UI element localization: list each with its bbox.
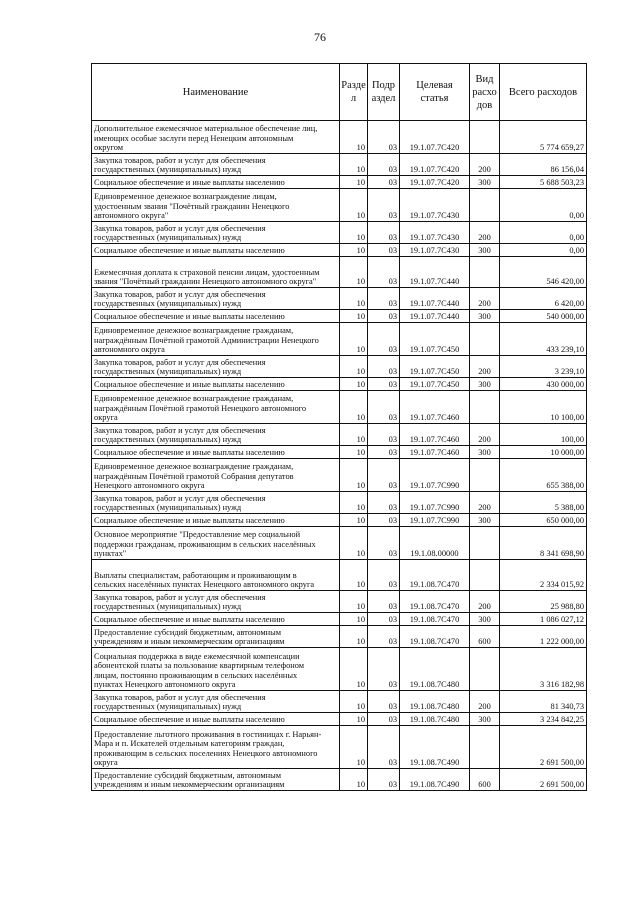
- cell-total: 5 688 503,23: [500, 176, 587, 189]
- cell-expense-type: 300: [470, 244, 500, 257]
- header-expense-type: Вид расхо дов: [470, 64, 500, 121]
- cell-section: 10: [340, 356, 368, 378]
- cell-name: Закупка товаров, работ и услуг для обеспечения государственных (муниципальных) нужд: [92, 691, 340, 713]
- cell-expense-type: 300: [470, 176, 500, 189]
- cell-name: Ежемесячная доплата к страховой пенсии лицам, удостоенным звания "Почётный гражданин Ненецкого автономного округа": [92, 257, 340, 288]
- cell-name: Закупка товаров, работ и услуг для обеспечения государственных (муниципальных) нужд: [92, 591, 340, 613]
- cell-section: 10: [340, 713, 368, 726]
- cell-target: 19.1.07.7С420: [400, 176, 470, 189]
- cell-subsection: 03: [368, 176, 400, 189]
- cell-name: Социальное обеспечение и иные выплаты населению: [92, 713, 340, 726]
- cell-expense-type: [470, 391, 500, 424]
- cell-subsection: 03: [368, 424, 400, 446]
- cell-total: 25 988,80: [500, 591, 587, 613]
- cell-total: 5 774 659,27: [500, 121, 587, 154]
- cell-name: Выплаты специалистам, работающим и проживающим в сельских населённых пунктах Ненецкого автономного округа: [92, 560, 340, 591]
- cell-expense-type: 200: [470, 356, 500, 378]
- cell-name: Социальное обеспечение и иные выплаты населению: [92, 514, 340, 527]
- cell-total: 540 000,00: [500, 310, 587, 323]
- header-subsection: Подр аздел: [368, 64, 400, 121]
- cell-section: 10: [340, 626, 368, 648]
- cell-subsection: 03: [368, 527, 400, 560]
- cell-target: 19.1.08.7С470: [400, 560, 470, 591]
- cell-target: 19.1.08.7С490: [400, 769, 470, 791]
- cell-section: 10: [340, 189, 368, 222]
- header-section: Разде л: [340, 64, 368, 121]
- cell-subsection: 03: [368, 356, 400, 378]
- cell-section: 10: [340, 648, 368, 691]
- cell-subsection: 03: [368, 713, 400, 726]
- cell-subsection: 03: [368, 769, 400, 791]
- table-row: [92, 424, 587, 446]
- cell-total: 10 100,00: [500, 391, 587, 424]
- cell-target: 19.1.07.7С430: [400, 244, 470, 257]
- cell-subsection: 03: [368, 459, 400, 492]
- cell-target: 19.1.07.7С450: [400, 323, 470, 356]
- cell-total: 3 316 182,98: [500, 648, 587, 691]
- cell-name: Социальное обеспечение и иные выплаты населению: [92, 446, 340, 459]
- table-row: [92, 713, 587, 726]
- cell-subsection: 03: [368, 121, 400, 154]
- cell-total: 0,00: [500, 189, 587, 222]
- cell-section: 10: [340, 424, 368, 446]
- cell-section: 10: [340, 514, 368, 527]
- cell-target: 19.1.08.7С470: [400, 626, 470, 648]
- cell-expense-type: 600: [470, 769, 500, 791]
- cell-total: 100,00: [500, 424, 587, 446]
- cell-subsection: 03: [368, 648, 400, 691]
- cell-target: 19.1.07.7С430: [400, 189, 470, 222]
- cell-total: 2 334 015,92: [500, 560, 587, 591]
- cell-expense-type: [470, 323, 500, 356]
- table-row: [92, 446, 587, 459]
- cell-name: Социальное обеспечение и иные выплаты населению: [92, 613, 340, 626]
- cell-name: Социальное обеспечение и иные выплаты населению: [92, 176, 340, 189]
- cell-name: Единовременное денежное вознаграждение гражданам, награждённым Почётной грамотой Собрания депутатов Ненецкого автономного округа: [92, 459, 340, 492]
- cell-section: 10: [340, 391, 368, 424]
- cell-expense-type: 200: [470, 222, 500, 244]
- cell-expense-type: [470, 121, 500, 154]
- cell-name: Закупка товаров, работ и услуг для обеспечения государственных (муниципальных) нужд: [92, 356, 340, 378]
- table-header-row: [92, 64, 587, 121]
- cell-section: 10: [340, 492, 368, 514]
- cell-subsection: 03: [368, 613, 400, 626]
- cell-section: 10: [340, 459, 368, 492]
- cell-section: 10: [340, 323, 368, 356]
- table-row: [92, 726, 587, 769]
- cell-name: Предоставление льготного проживания в гостиницах г. Нарьян- Мара и п. Искателей отдельным категориям граждан, проживающим в сельских поселениях Ненецкого автономного округа: [92, 726, 340, 769]
- cell-name: Дополнительное ежемесячное материальное обеспечение лиц, имеющих особые заслуги перед Ненецким автономным округом: [92, 121, 340, 154]
- cell-section: 10: [340, 591, 368, 613]
- cell-subsection: 03: [368, 726, 400, 769]
- cell-expense-type: 200: [470, 154, 500, 176]
- cell-expense-type: [470, 189, 500, 222]
- table-row: [92, 356, 587, 378]
- cell-expense-type: 200: [470, 591, 500, 613]
- table-row: [92, 769, 587, 791]
- cell-expense-type: [470, 560, 500, 591]
- cell-section: 10: [340, 288, 368, 310]
- cell-total: 5 388,00: [500, 492, 587, 514]
- cell-total: 0,00: [500, 222, 587, 244]
- cell-total: 3 234 842,25: [500, 713, 587, 726]
- cell-target: 19.1.08.7С470: [400, 613, 470, 626]
- cell-expense-type: 300: [470, 310, 500, 323]
- cell-subsection: 03: [368, 591, 400, 613]
- cell-subsection: 03: [368, 244, 400, 257]
- cell-subsection: 03: [368, 257, 400, 288]
- cell-target: 19.1.08.7С470: [400, 591, 470, 613]
- cell-name: Единовременное денежное вознаграждение гражданам, награждённым Почётной грамотой Администрации Ненецкого автономного округа: [92, 323, 340, 356]
- cell-section: 10: [340, 257, 368, 288]
- cell-expense-type: 300: [470, 378, 500, 391]
- cell-name: Основное мероприятие "Предоставление мер социальной поддержки гражданам, проживающим в сельских населённых пунктах": [92, 527, 340, 560]
- cell-name: Социальное обеспечение и иные выплаты населению: [92, 378, 340, 391]
- table-row: [92, 560, 587, 591]
- cell-name: Закупка товаров, работ и услуг для обеспечения государственных (муниципальных) нужд: [92, 424, 340, 446]
- table-row: [92, 257, 587, 288]
- cell-target: 19.1.07.7С420: [400, 121, 470, 154]
- cell-name: Предоставление субсидий бюджетным, автономным учреждениям и иным некоммерческим организациям: [92, 626, 340, 648]
- cell-expense-type: [470, 459, 500, 492]
- cell-target: 19.1.08.7С480: [400, 648, 470, 691]
- cell-name: Социальное обеспечение и иные выплаты населению: [92, 310, 340, 323]
- cell-total: 81 340,73: [500, 691, 587, 713]
- cell-subsection: 03: [368, 514, 400, 527]
- header-total: Всего расходов: [500, 64, 587, 121]
- cell-total: 2 691 500,00: [500, 769, 587, 791]
- table-row: [92, 244, 587, 257]
- table-row: [92, 176, 587, 189]
- cell-section: 10: [340, 154, 368, 176]
- cell-target: 19.1.07.7С420: [400, 154, 470, 176]
- cell-total: 1 086 027,12: [500, 613, 587, 626]
- table-row: [92, 121, 587, 154]
- table-row: [92, 323, 587, 356]
- cell-total: 6 420,00: [500, 288, 587, 310]
- table-row: [92, 613, 587, 626]
- cell-subsection: 03: [368, 323, 400, 356]
- cell-section: 10: [340, 176, 368, 189]
- cell-total: 2 691 500,00: [500, 726, 587, 769]
- cell-target: 19.1.08.7С480: [400, 691, 470, 713]
- header-target: Целевая статья: [400, 64, 470, 121]
- cell-subsection: 03: [368, 560, 400, 591]
- cell-expense-type: 300: [470, 446, 500, 459]
- cell-section: 10: [340, 613, 368, 626]
- cell-expense-type: 300: [470, 613, 500, 626]
- cell-expense-type: 200: [470, 424, 500, 446]
- table-row: [92, 626, 587, 648]
- table-row: [92, 459, 587, 492]
- cell-section: 10: [340, 560, 368, 591]
- cell-expense-type: 200: [470, 691, 500, 713]
- cell-subsection: 03: [368, 378, 400, 391]
- cell-total: 430 000,00: [500, 378, 587, 391]
- cell-expense-type: 300: [470, 713, 500, 726]
- cell-total: 8 341 698,90: [500, 527, 587, 560]
- header-name: Наименование: [92, 64, 340, 121]
- cell-name: Единовременное денежное вознаграждение лицам, удостоенным звания "Почётный гражданин Ненецкого автономного округа": [92, 189, 340, 222]
- cell-expense-type: 200: [470, 288, 500, 310]
- cell-target: 19.1.07.7С460: [400, 446, 470, 459]
- cell-total: 10 000,00: [500, 446, 587, 459]
- table-row: [92, 310, 587, 323]
- cell-name: Социальное обеспечение и иные выплаты населению: [92, 244, 340, 257]
- cell-total: 546 420,00: [500, 257, 587, 288]
- cell-subsection: 03: [368, 446, 400, 459]
- table-row: [92, 492, 587, 514]
- table-row: [92, 591, 587, 613]
- cell-name: Социальная поддержка в виде ежемесячной компенсации абонентской платы за пользование квартирным телефоном лицам, постоянно проживающим в сельских населённых пунктах Ненецкого автономного округа: [92, 648, 340, 691]
- table-row: [92, 222, 587, 244]
- table-row: [92, 527, 587, 560]
- cell-name: Закупка товаров, работ и услуг для обеспечения государственных (муниципальных) нужд: [92, 154, 340, 176]
- cell-total: 655 388,00: [500, 459, 587, 492]
- cell-section: 10: [340, 691, 368, 713]
- cell-name: Единовременное денежное вознаграждение гражданам, награждённым Почётной грамотой Ненецкого автономного округа: [92, 391, 340, 424]
- table-row: [92, 288, 587, 310]
- cell-section: 10: [340, 527, 368, 560]
- cell-expense-type: 600: [470, 626, 500, 648]
- cell-subsection: 03: [368, 626, 400, 648]
- cell-total: 0,00: [500, 244, 587, 257]
- table-row: [92, 189, 587, 222]
- cell-expense-type: 300: [470, 514, 500, 527]
- table-row: [92, 514, 587, 527]
- cell-section: 10: [340, 222, 368, 244]
- table-row: [92, 378, 587, 391]
- cell-target: 19.1.07.7С440: [400, 310, 470, 323]
- table-body: [92, 121, 587, 791]
- cell-total: 433 239,10: [500, 323, 587, 356]
- budget-table: [91, 63, 587, 791]
- cell-total: 3 239,10: [500, 356, 587, 378]
- cell-target: 19.1.07.7С440: [400, 288, 470, 310]
- cell-section: 10: [340, 769, 368, 791]
- cell-section: 10: [340, 446, 368, 459]
- cell-name: Закупка товаров, работ и услуг для обеспечения государственных (муниципальных) нужд: [92, 492, 340, 514]
- cell-subsection: 03: [368, 391, 400, 424]
- cell-subsection: 03: [368, 222, 400, 244]
- cell-expense-type: [470, 726, 500, 769]
- cell-expense-type: [470, 257, 500, 288]
- cell-expense-type: [470, 527, 500, 560]
- table-row: [92, 648, 587, 691]
- cell-name: Предоставление субсидий бюджетным, автономным учреждениям и иным некоммерческим организациям: [92, 769, 340, 791]
- cell-section: 10: [340, 244, 368, 257]
- cell-target: 19.1.08.7С480: [400, 713, 470, 726]
- cell-target: 19.1.07.7С450: [400, 378, 470, 391]
- table-row: [92, 154, 587, 176]
- table-row: [92, 691, 587, 713]
- cell-subsection: 03: [368, 691, 400, 713]
- cell-total: 1 222 000,00: [500, 626, 587, 648]
- cell-target: 19.1.08.7С490: [400, 726, 470, 769]
- cell-target: 19.1.07.7С460: [400, 391, 470, 424]
- cell-subsection: 03: [368, 288, 400, 310]
- cell-target: 19.1.07.7С460: [400, 424, 470, 446]
- cell-target: 19.1.07.7С990: [400, 459, 470, 492]
- table-row: [92, 391, 587, 424]
- cell-subsection: 03: [368, 154, 400, 176]
- cell-target: 19.1.07.7С450: [400, 356, 470, 378]
- cell-subsection: 03: [368, 310, 400, 323]
- cell-target: 19.1.07.7С430: [400, 222, 470, 244]
- cell-section: 10: [340, 726, 368, 769]
- cell-name: Закупка товаров, работ и услуг для обеспечения государственных (муниципальных) нужд: [92, 288, 340, 310]
- cell-subsection: 03: [368, 189, 400, 222]
- cell-expense-type: 200: [470, 492, 500, 514]
- cell-target: 19.1.07.7С990: [400, 492, 470, 514]
- cell-subsection: 03: [368, 492, 400, 514]
- cell-expense-type: [470, 648, 500, 691]
- page-number: 76: [314, 30, 326, 44]
- cell-section: 10: [340, 310, 368, 323]
- cell-target: 19.1.07.7С990: [400, 514, 470, 527]
- cell-name: Закупка товаров, работ и услуг для обеспечения государственных (муниципальных) нужд: [92, 222, 340, 244]
- cell-target: 19.1.08.00000: [400, 527, 470, 560]
- cell-total: 650 000,00: [500, 514, 587, 527]
- cell-total: 86 156,04: [500, 154, 587, 176]
- cell-section: 10: [340, 378, 368, 391]
- cell-section: 10: [340, 121, 368, 154]
- cell-target: 19.1.07.7С440: [400, 257, 470, 288]
